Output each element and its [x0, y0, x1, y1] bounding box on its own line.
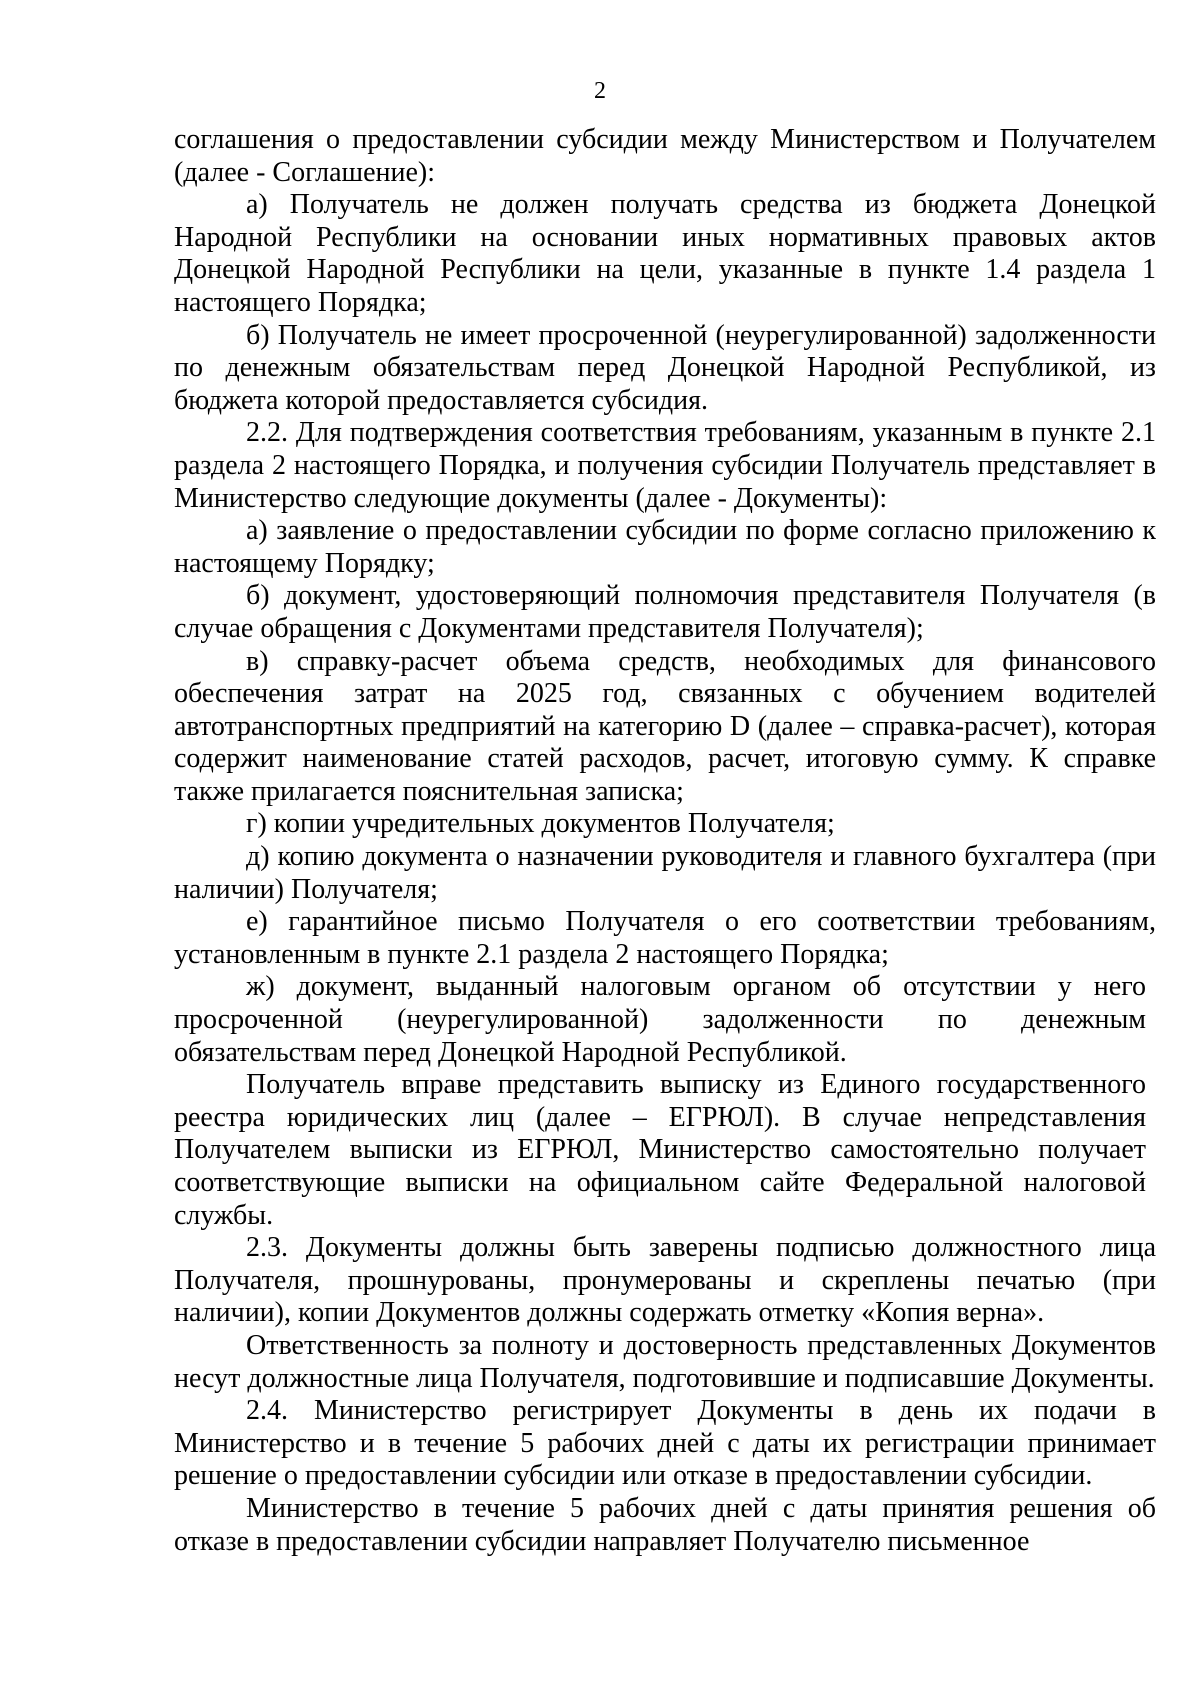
paragraph-2-2-a: а) заявление о предоставлении субсидии по форме согласно приложению к настоящему Порядку;	[174, 515, 1156, 579]
paragraph-2-2-v: в) справку-расчет объема средств, необходимых для финансового обеспечения затрат на 2025 год, связанных с обучением водителей автотранспортных предприятий на категорию D (далее – справка-расчет), которая содержит наименование статей расходов, расчет, итоговую сумму. К справке также прилагается пояснительная записка;	[174, 645, 1156, 807]
paragraph-egrul-extract: Получатель вправе представить выписку из Единого государственного реестра юридических лиц (далее – ЕГРЮЛ). В случае непредставления Получателем выписки из ЕГРЮЛ, Министерство самостоятельно получает соответствующие выписки на официальном сайте Федеральной налоговой службы.	[174, 1069, 1146, 1231]
paragraph-2-2-b: б) документ, удостоверяющий полномочия представителя Получателя (в случае обращения с Документами представителя Получателя);	[174, 580, 1156, 644]
paragraph-refusal-notice: Министерство в течение 5 рабочих дней с даты принятия решения об отказе в предоставлении субсидии направляет Получателю письменное	[174, 1492, 1156, 1557]
paragraph-2-2-d: д) копию документа о назначении руководителя и главного бухгалтера (при наличии) Получателя;	[174, 841, 1156, 905]
paragraph-2-4: 2.4. Министерство регистрирует Документы в день их подачи в Министерство и в течение 5 рабочих дней с даты их регистрации принимает решение о предоставлении субсидии или отказе в предоставлении субсидии.	[174, 1395, 1156, 1492]
paragraph-2-1-a: а) Получатель не должен получать средства из бюджета Донецкой Народной Республики на основании иных нормативных правовых актов Донецкой Народной Республики на цели, указанные в пункте 1.4 раздела 1 настоящего Порядка;	[174, 189, 1156, 318]
paragraph-2-3: 2.3. Документы должны быть заверены подписью должностного лица Получателя, прошнурованы, пронумерованы и скреплены печатью (при наличии), копии Документов должны содержать отметку «Копия верна».	[174, 1232, 1156, 1329]
page-number: 2	[594, 78, 606, 104]
paragraph-responsibility: Ответственность за полноту и достоверность представленных Документов несут должностные лица Получателя, подготовившие и подписавшие Документы.	[174, 1329, 1156, 1394]
paragraph-2-2-e: е) гарантийное письмо Получателя о его соответствии требованиям, установленным в пункте 2.1 раздела 2 настоящего Порядка;	[174, 906, 1156, 970]
document-body	[174, 124, 1156, 1558]
paragraph-2-2-zh: ж) документ, выданный налоговым органом об отсутствии у него просроченной (неурегулированной) задолженности по денежным обязательствам перед Донецкой Народной Республикой.	[174, 971, 1146, 1068]
paragraph-2-2: 2.2. Для подтверждения соответствия требованиям, указанным в пункте 2.1 раздела 2 настоящего Порядка, и получения субсидии Получатель представляет в Министерство следующие документы (далее - Документы):	[174, 417, 1156, 514]
paragraph-2-1-b: б) Получатель не имеет просроченной (неурегулированной) задолженности по денежным обязательствам перед Донецкой Народной Республикой, из бюджета которой предоставляется субсидия.	[174, 319, 1156, 416]
paragraph-agreement-intro: соглашения о предоставлении субсидии между Министерством и Получателем (далее - Соглашение):	[174, 124, 1156, 188]
paragraph-2-2-g: г) копии учредительных документов Получателя;	[246, 808, 835, 840]
